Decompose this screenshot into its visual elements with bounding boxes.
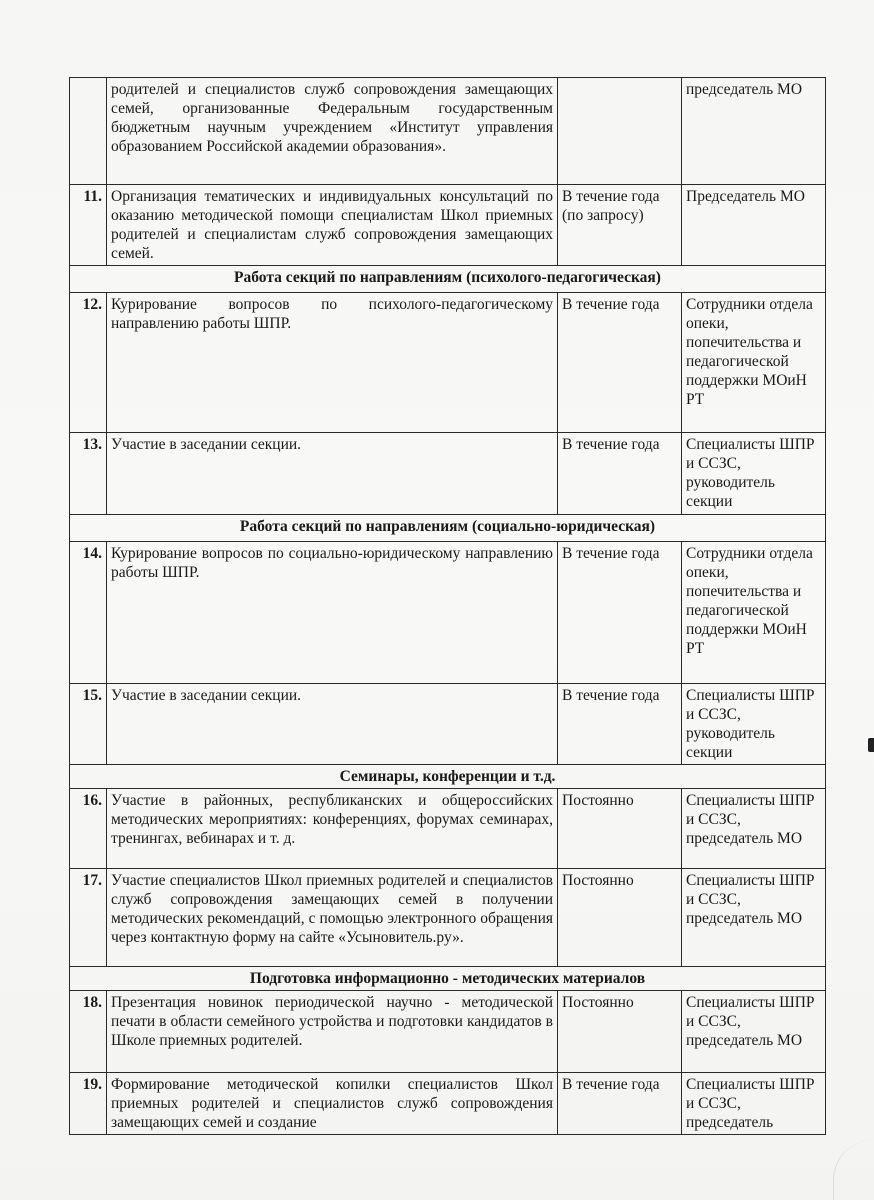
table-row — [70, 433, 826, 515]
table-row — [70, 78, 826, 185]
row-number: 19. — [70, 1073, 107, 1135]
section-header-row — [70, 266, 826, 293]
row-number: 16. — [70, 789, 107, 869]
event-term: В течение года — [558, 433, 682, 515]
event-term: В течение года — [558, 1073, 682, 1135]
event-description: Формирование методической копилки специалистов Школ приемных родителей и специалистов служб сопровождения замещающих семей и создание — [107, 1073, 558, 1135]
event-responsible: Специалисты ШПР и ССЗС, председатель МО — [682, 789, 826, 869]
event-description: Участие специалистов Школ приемных родителей и специалистов служб сопровождения замещающих семей в получении методических рекомендаций, с помощью электронного обращения через контактную форму на сайте «Усыновитель.ру». — [107, 869, 558, 967]
event-description: Организация тематических и индивидуальных консультаций по оказанию методической помощи специалистам Школ приемных родителей и специалистам служб сопровождения замещающих семей. — [107, 185, 558, 266]
event-term — [558, 78, 682, 185]
scan-edge-mark — [868, 738, 874, 752]
section-title: Работа секций по направлениям (социально-юридическая) — [70, 515, 826, 542]
event-term: Постоянно — [558, 789, 682, 869]
event-term: В течение года — [558, 293, 682, 433]
section-header-row — [70, 515, 826, 542]
event-responsible: Специалисты ШПР и ССЗС, руководитель секции — [682, 684, 826, 765]
event-responsible: Специалисты ШПР и ССЗС, председатель МО — [682, 991, 826, 1073]
section-header-row — [70, 967, 826, 991]
event-responsible: Сотрудники отдела опеки, попечительства и педагогической поддержки МОиН РТ — [682, 542, 826, 684]
event-description: Курирование вопросов по социально-юридическому направлению работы ШПР. — [107, 542, 558, 684]
event-responsible: председатель МО — [682, 78, 826, 185]
section-title: Подготовка информационно - методических материалов — [70, 967, 826, 991]
paper-corner-curl — [833, 1140, 874, 1200]
table-row — [70, 869, 826, 967]
event-term: В течение года — [558, 542, 682, 684]
event-responsible: Специалисты ШПР и ССЗС, председатель МО — [682, 869, 826, 967]
table-row — [70, 789, 826, 869]
table-row — [70, 542, 826, 684]
event-term: В течение года — [558, 684, 682, 765]
table-row — [70, 991, 826, 1073]
event-description: Участие в заседании секции. — [107, 684, 558, 765]
row-number: 15. — [70, 684, 107, 765]
section-title: Семинары, конференции и т.д. — [70, 765, 826, 789]
row-number: 17. — [70, 869, 107, 967]
event-description: Презентация новинок периодической научно - методической печати в области семейного устройства и подготовки кандидатов в Школе приемных родителей. — [107, 991, 558, 1073]
plan-table — [69, 77, 826, 1135]
table-row — [70, 684, 826, 765]
row-number — [70, 78, 107, 185]
table-row — [70, 293, 826, 433]
row-number: 13. — [70, 433, 107, 515]
table-row — [70, 185, 826, 266]
event-responsible: Специалисты ШПР и ССЗС, руководитель секции — [682, 433, 826, 515]
row-number: 12. — [70, 293, 107, 433]
event-responsible: Председатель МО — [682, 185, 826, 266]
event-description: Участие в заседании секции. — [107, 433, 558, 515]
event-description: родителей и специалистов служб сопровождения замещающих семей, организованные Федеральным государственным бюджетным научным учреждением «Институт управления образованием Российской академии образования». — [107, 78, 558, 185]
event-responsible: Специалисты ШПР и ССЗС, председатель — [682, 1073, 826, 1135]
row-number: 11. — [70, 185, 107, 266]
event-term: В течение года (по запросу) — [558, 185, 682, 266]
row-number: 14. — [70, 542, 107, 684]
event-term: Постоянно — [558, 869, 682, 967]
section-title: Работа секций по направлениям (психолого-педагогическая) — [70, 266, 826, 293]
event-description: Курирование вопросов по психолого-педагогическому направлению работы ШПР. — [107, 293, 558, 433]
row-number: 18. — [70, 991, 107, 1073]
event-responsible: Сотрудники отдела опеки, попечительства и педагогической поддержки МОиН РТ — [682, 293, 826, 433]
event-term: Постоянно — [558, 991, 682, 1073]
event-description: Участие в районных, республиканских и общероссийских методических мероприятиях: конференциях, форумах семинарах, тренингах, вебинарах и т. д. — [107, 789, 558, 869]
section-header-row — [70, 765, 826, 789]
table-row — [70, 1073, 826, 1135]
